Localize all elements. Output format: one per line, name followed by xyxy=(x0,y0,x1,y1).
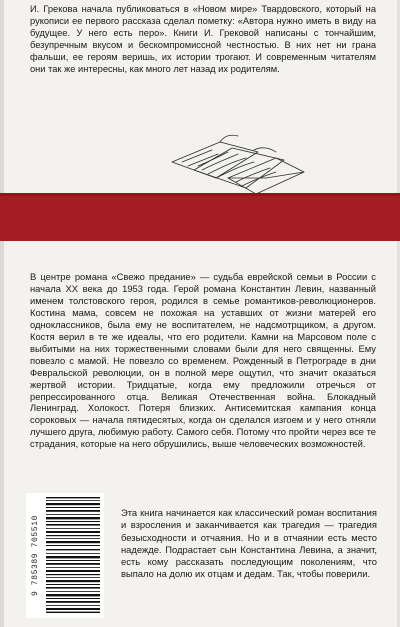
isbn-barcode xyxy=(26,493,104,618)
bottom-paragraph: Эта книга начинается как классический роман воспитания и взросления и заканчивается как трагедия — трагедия безысходности и отчаяния. Но и в отчаянии есть место надежде. Подрастает сын Константина Левина, а значит, есть кому рассказать последующим поколениям, что выпало на долю их отцам и дедам. Так, чтобы поверили. xyxy=(121,507,377,580)
barcode-digits: 9 785389 705510 xyxy=(31,514,40,596)
barcode-bars xyxy=(46,497,100,613)
spine-edge xyxy=(0,0,4,627)
letter-sheet-back xyxy=(172,142,258,178)
letters-illustration xyxy=(158,122,308,197)
middle-paragraph: В центре романа «Свежо предание» — судьба еврейской семьи в России с начала XX века до 1953 года. Герой романа Константин Левин, названный именем толстовского героя, родился в семье романтиков-революционеров. Костина мама, совсем не похожая на уставших от жизни матерей его одноклассников, была ему не воспитателем, не надсмотрщиком, а другом. Костя верил в те же идеалы, что его родители. Камни на Марсовом поле с выбитыми на них торжественными словами были для него священны. Ему повезло с мамой. Не повезло со временем. Рожденный в Петрограде в дни Февральской революции, он в полной мере ощутил, что значит оказаться жертвой истории. Тридцатые, когда ему предложили отречься от репрессированного отца. Великая Отечественная война. Блокадный Ленинград. Холокост. Потеря близких. Антисемитская кампания конца сороковых — начала пятидесятых, когда он сделался изгоем и у него отняли лучшего друга, любимую работу. Самого себя. Потому что пройти через все те страдания, которые на него обрушились, выше человеческих возможностей. xyxy=(30,271,376,450)
letter-sheet-middle xyxy=(194,148,284,188)
red-band-shadow xyxy=(0,193,400,196)
top-paragraph: И. Грекова начала публиковаться в «Новом мире» Твардовского, который на рукописи ее первого рассказа сделал пометку: «Автора нужно иметь в виду на будущее. У него есть перо». Книги И. Грековой написаны с тончайшим, безупречным вкусом и бескомпромиссной честностью. В них нет ни грана фальши, ее героям веришь, их истории трогают. И современным читателям они так же интересны, как много лет назад их родителям. xyxy=(30,4,376,75)
red-band xyxy=(0,193,400,241)
